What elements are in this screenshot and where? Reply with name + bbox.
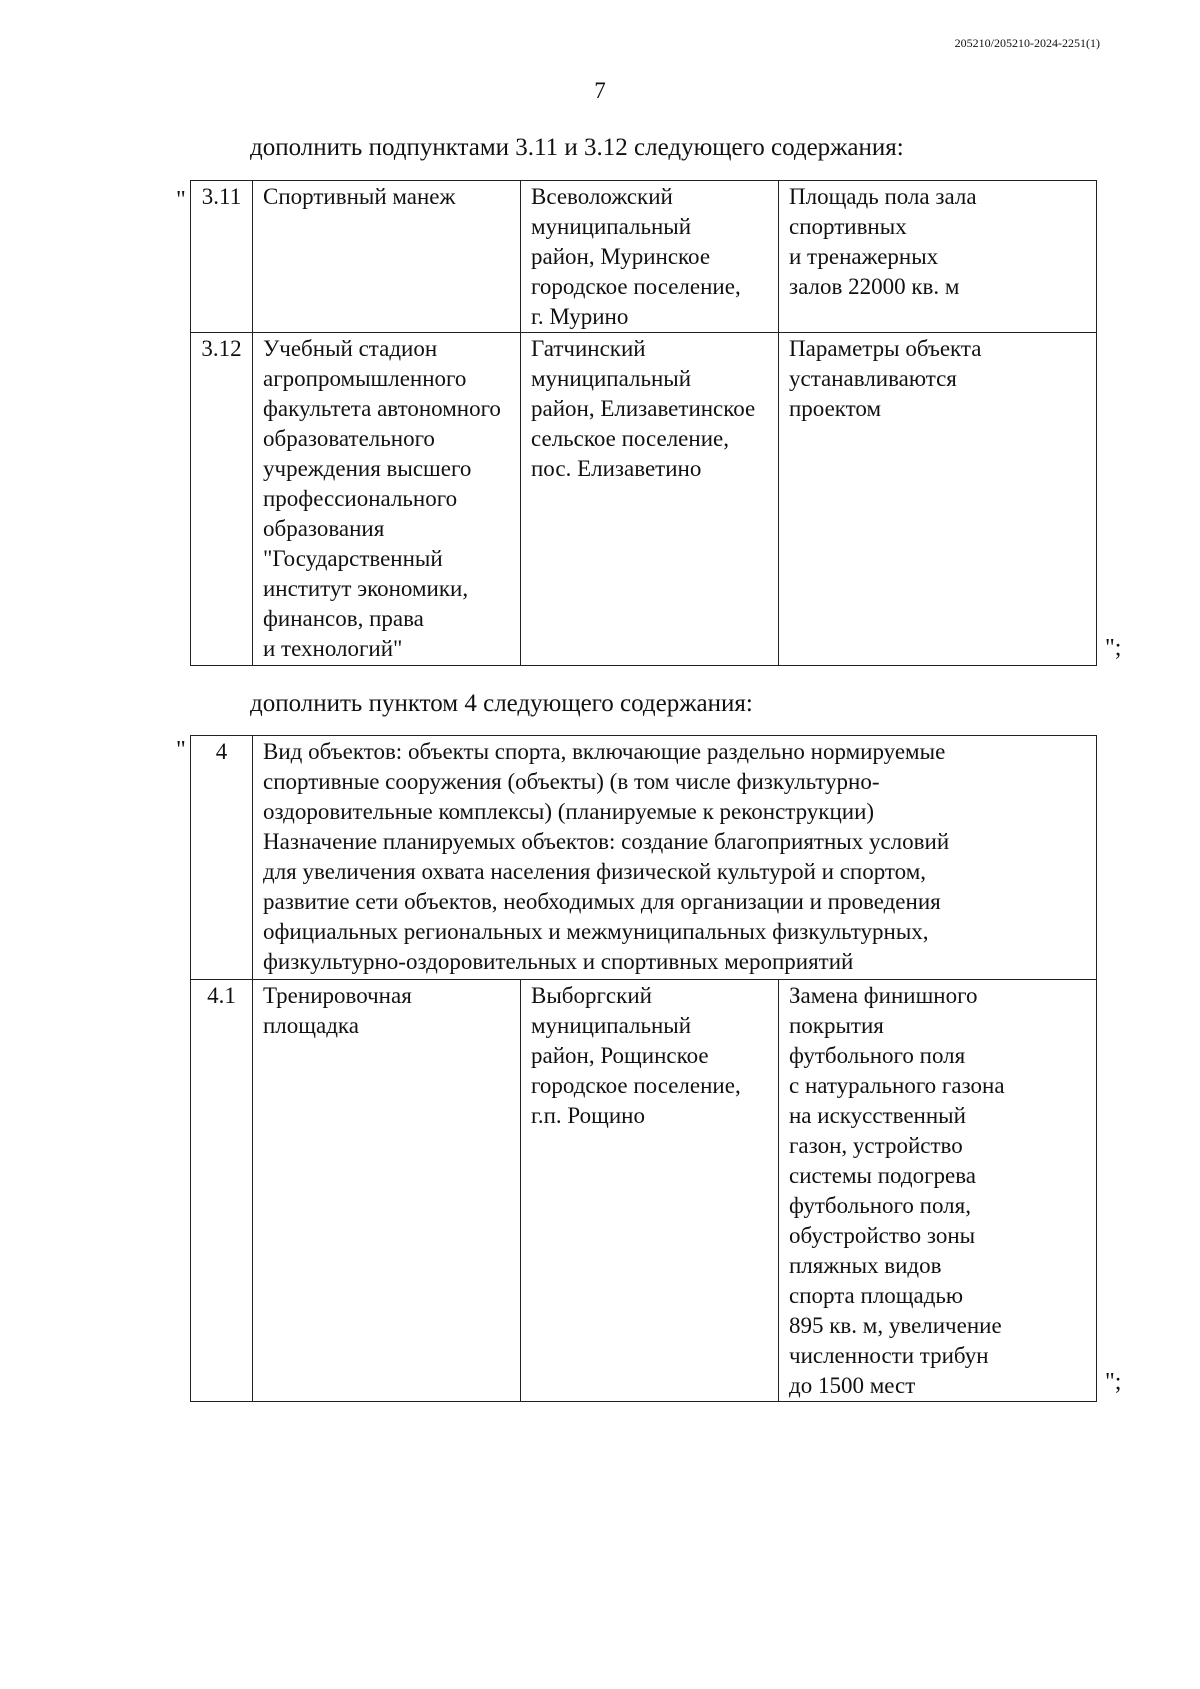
opening-quote-1: " [176,187,186,213]
text-line: развитие сети объектов, необходимых для организации и проведения [263,889,941,914]
text-line: официальных региональных и межмуниципальных физкультурных, [263,919,929,944]
text-line: Тренировочная [263,983,412,1008]
text-line: агропромышленного [263,366,467,391]
item-number: 4.1 [191,980,253,1402]
object-parameters [779,980,1097,1402]
table-row [191,333,1097,666]
page-number: 7 [594,78,606,103]
text-line: и технологий" [263,636,403,661]
text-line: "Государственный [263,546,443,571]
text-line: образования [263,516,385,541]
text-line: пляжных видов [789,1253,942,1278]
text-line: г. Мурино [531,304,629,329]
closing-quote-1: "; [1105,635,1122,661]
text-line: 895 кв. м, увеличение [789,1313,1002,1338]
text-line: устанавливаются [789,366,957,391]
text-line: г.п. Рощино [531,1103,645,1128]
item-number: 3.11 [191,181,253,333]
object-location [521,181,779,333]
closing-quote-2: "; [1105,1369,1122,1395]
object-location [521,333,779,666]
category-description [253,736,1097,980]
text-line: учреждения высшего [263,456,472,481]
text-line: спортивные сооружения (объекты) (в том числе физкультурно- [263,769,880,794]
text-line: оздоровительные комплексы) (планируемые к реконструкции) [263,799,875,824]
text-line: залов 22000 кв. м [789,274,960,299]
text-line: муниципальный [531,214,692,239]
text-line: спорта площадью [789,1283,964,1308]
objects-table-4 [190,735,1097,1402]
text-line: футбольного поля, [789,1193,971,1218]
text-line: муниципальный [531,366,692,391]
text-line: Учебный стадион [263,336,438,361]
text-line: газон, устройство [789,1133,963,1158]
text-line: покрытия [789,1013,884,1038]
text-line: пос. Елизаветино [531,456,702,481]
text-line: Спортивный манеж [263,184,456,209]
object-name [253,333,521,666]
text-line: финансов, права [263,606,424,631]
text-line: факультета автономного [263,396,501,421]
text-line: Вид объектов: объекты спорта, включающие раздельно нормируемые [263,739,946,764]
text-line: Замена финишного [789,983,978,1008]
text-line: городское поселение, [531,274,741,299]
text-line: обустройство зоны [789,1223,976,1248]
object-parameters [779,181,1097,333]
item-number: 4 [191,736,253,980]
section-2-intro: дополнить пунктом 4 следующего содержания: [250,690,753,717]
text-line: район, Рощинское [531,1043,709,1068]
text-line: профессионального [263,486,458,511]
text-line: спортивных [789,214,907,239]
text-line: численности трибун [789,1343,989,1368]
text-line: Выборгский [531,983,652,1008]
text-line: район, Муринское [531,244,711,269]
text-line: муниципальный [531,1013,692,1038]
section-1-intro: дополнить подпунктами 3.11 и 3.12 следующего содержания: [250,134,904,161]
text-line: и тренажерных [789,244,939,269]
text-line: физкультурно-оздоровительных и спортивных мероприятий [263,949,854,974]
text-line: для увеличения охвата населения физической культурой и спортом, [263,859,927,884]
text-line: городское поселение, [531,1073,741,1098]
text-line: системы подогрева [789,1163,976,1188]
opening-quote-2: " [176,737,186,763]
object-parameters [779,333,1097,666]
text-line: Площадь пола зала [789,184,977,209]
table-row [191,181,1097,333]
text-line: площадка [263,1013,359,1038]
text-line: на искусственный [789,1103,966,1128]
object-name [253,980,521,1402]
text-line: Гатчинский [531,336,646,361]
text-line: институт экономики, [263,576,469,601]
object-location [521,980,779,1402]
objects-table-3 [190,180,1097,666]
text-line: Назначение планируемых объектов: создание благоприятных условий [263,829,950,854]
text-line: Всеволожский [531,184,673,209]
table-row [191,736,1097,980]
table-row [191,980,1097,1402]
object-name [253,181,521,333]
text-line: с натурального газона [789,1073,1005,1098]
document-id: 205210/205210-2024-2251(1) [954,36,1100,50]
item-number: 3.12 [191,333,253,666]
text-line: Параметры объекта [789,336,982,361]
text-line: район, Елизаветинское [531,396,756,421]
text-line: образовательного [263,426,435,451]
text-line: сельское поселение, [531,426,729,451]
text-line: до 1500 мест [789,1373,916,1398]
text-line: футбольного поля [789,1043,966,1068]
text-line: проектом [789,396,882,421]
